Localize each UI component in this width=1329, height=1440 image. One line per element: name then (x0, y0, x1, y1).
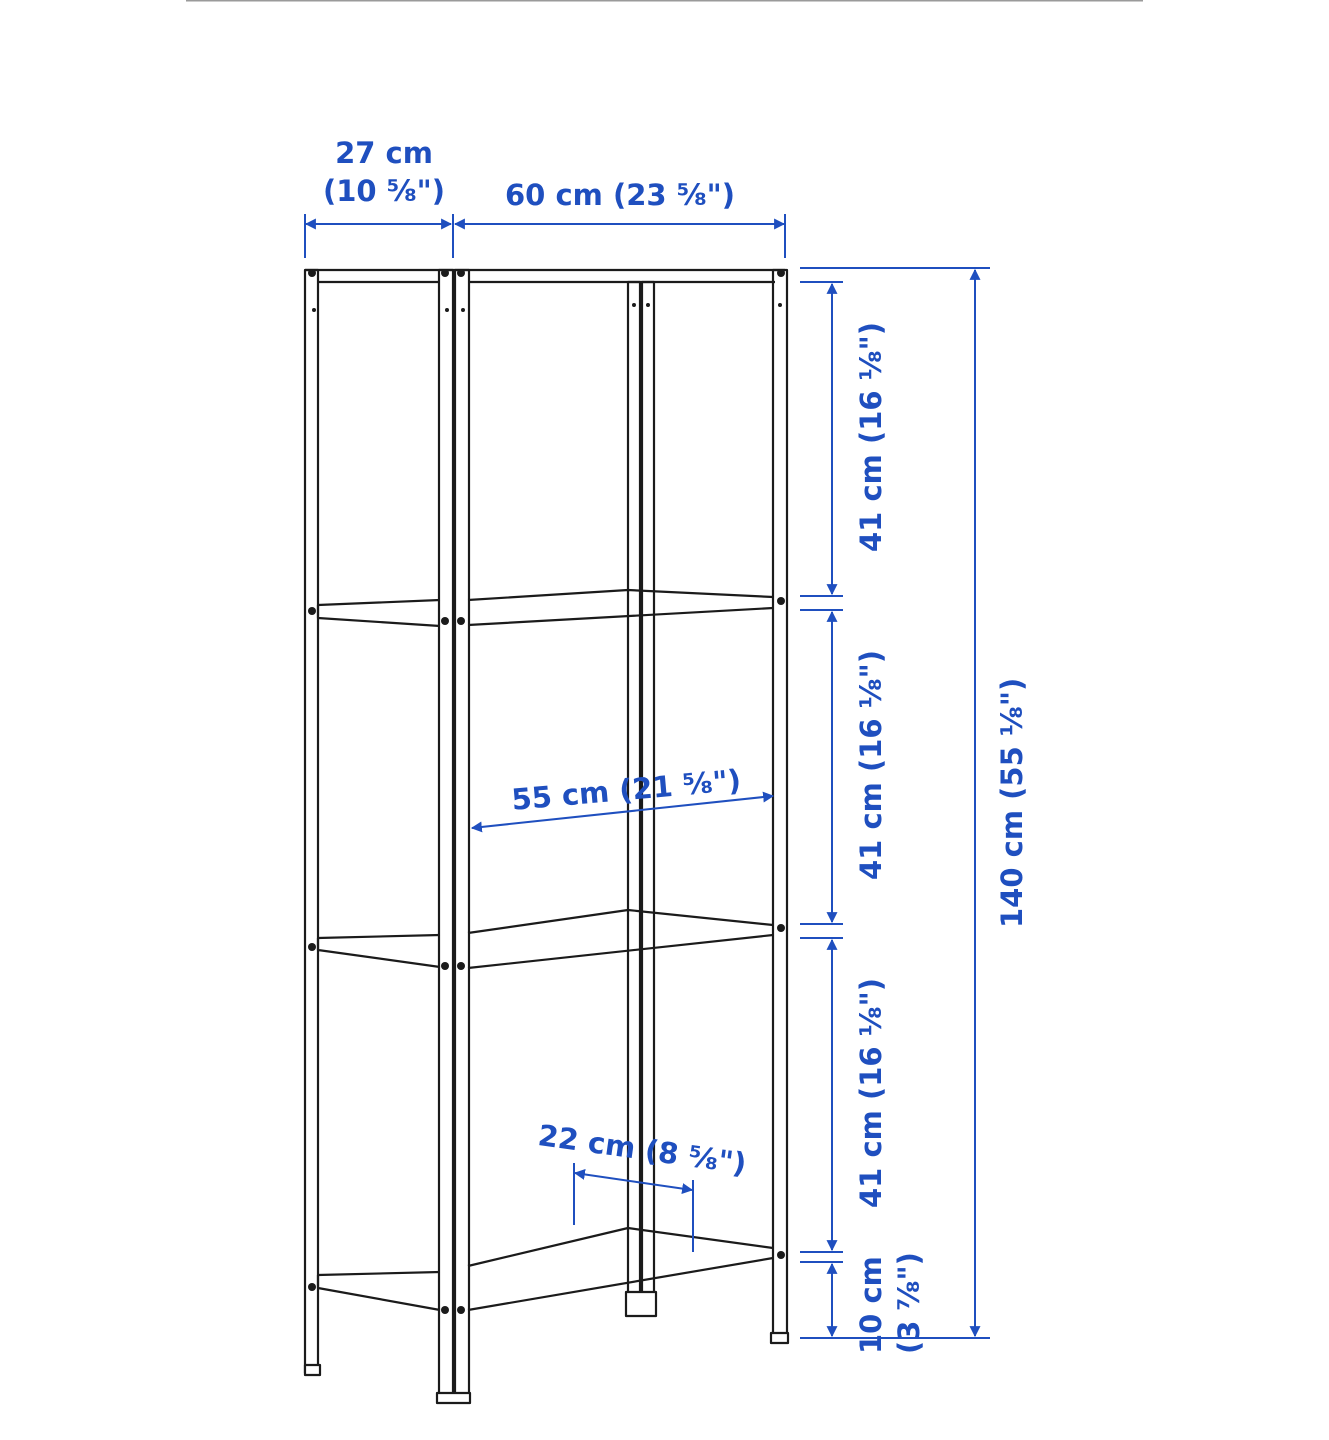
bolt (646, 303, 650, 307)
bolt (308, 269, 316, 277)
bolt (632, 303, 636, 307)
bolt (441, 962, 449, 970)
shelf-inner-width-label: 55 cm (21 ⅝") (510, 762, 743, 817)
bolt (441, 617, 449, 625)
post-back-left (305, 270, 318, 1373)
total-height-label: 140 cm (55 ⅛") (995, 677, 1029, 928)
bolt (445, 308, 449, 312)
shelf-gap-3-label: 41 cm (16 ⅛") (854, 977, 888, 1208)
depth-label (304, 134, 464, 210)
bolt (441, 269, 449, 277)
bolt (461, 308, 465, 312)
shelf-unit (305, 270, 788, 1403)
depth-metric: 27 cm (335, 136, 433, 170)
bolt (777, 924, 785, 932)
bolt (308, 1283, 316, 1291)
width-label: 60 cm (23 ⅝") (505, 178, 736, 212)
shelf-gap-2-label: 41 cm (16 ⅛") (854, 649, 888, 880)
bolt (777, 269, 785, 277)
foot-back-left (305, 1365, 320, 1375)
shelf-1 (318, 590, 773, 626)
foot-front-left (437, 1393, 470, 1403)
bolt (777, 1251, 785, 1259)
bottom-clearance-imperial: (3 ⅞") (892, 1252, 926, 1354)
post-front-left-a (439, 270, 453, 1400)
post-front-left-b (455, 270, 469, 1400)
post-front-right (773, 270, 787, 1342)
bolt (457, 269, 465, 277)
bolt (778, 303, 782, 307)
shelf-gap-1-label: 41 cm (16 ⅛") (854, 321, 888, 552)
foot-back-middle (626, 1292, 656, 1316)
shelf-2 (318, 910, 773, 968)
bolt (441, 1306, 449, 1314)
bolt (457, 617, 465, 625)
bolt (312, 308, 316, 312)
shelf-inner-depth-label: 22 cm (8 ⅝") (535, 1117, 749, 1181)
bolt (457, 962, 465, 970)
foot-front-right (771, 1333, 788, 1343)
bolt (457, 1306, 465, 1314)
shelf-3 (318, 1228, 773, 1310)
bolt (777, 597, 785, 605)
bolt (308, 943, 316, 951)
depth-imperial: (10 ⅝") (322, 174, 446, 208)
bottom-clearance-label (852, 1252, 928, 1354)
bottom-clearance-metric: 10 cm (854, 1256, 888, 1354)
shelf-depth-dimension-line (575, 1173, 692, 1190)
bolt (308, 607, 316, 615)
